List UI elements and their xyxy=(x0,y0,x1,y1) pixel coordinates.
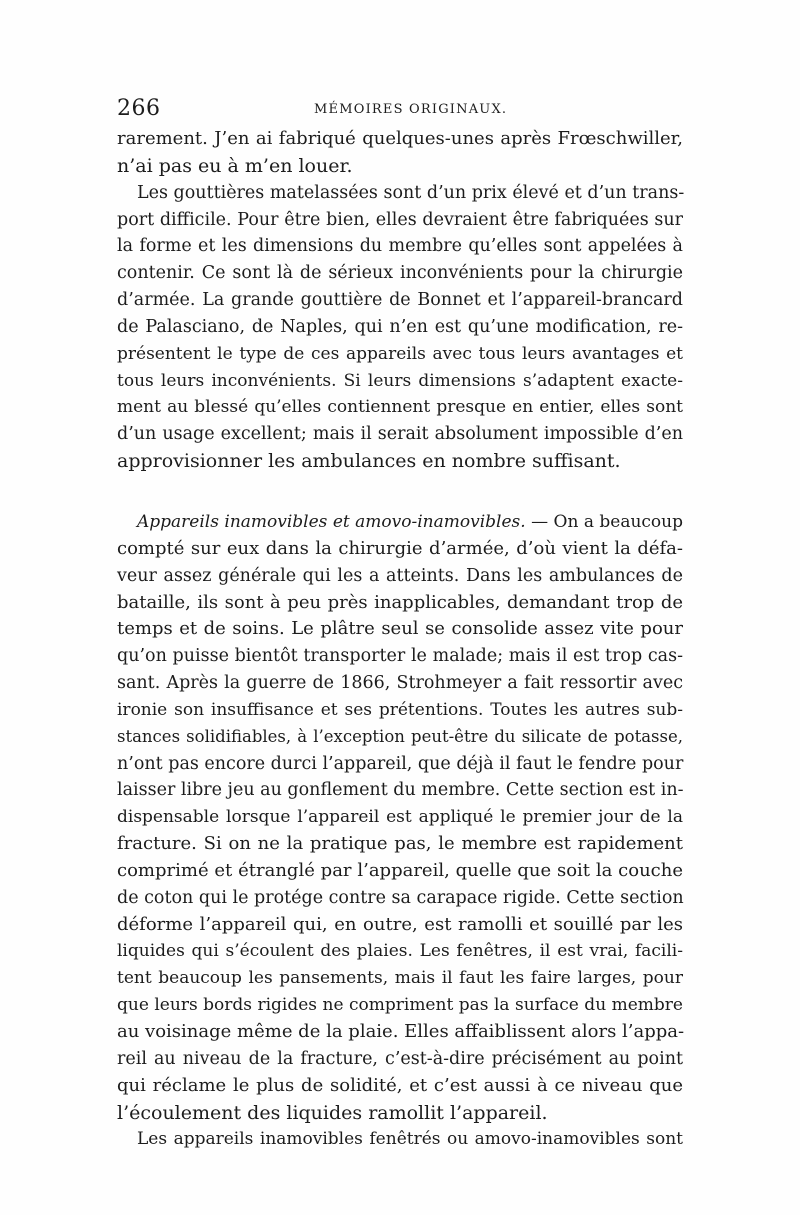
paragraph xyxy=(117,1126,683,1153)
text-body xyxy=(117,126,683,1153)
paragraph xyxy=(117,509,683,1126)
text-line: de coton qui le protége contre sa carapace rigide. Cette section xyxy=(117,887,684,908)
text-line: ment au blessé qu’elles contiennent presque en entier, elles sont xyxy=(117,397,683,418)
page-header xyxy=(117,96,683,124)
paragraph xyxy=(117,126,683,180)
text-line: la forme et les dimensions du membre qu’elles sont appelées à xyxy=(117,236,683,257)
text-line: présentent le type de ces appareils avec tous leurs avantages et xyxy=(117,343,683,364)
text-line: au voisinage même de la plaie. Elles affaiblissent alors l’appa- xyxy=(117,1021,685,1042)
text-line: de Palasciano, de Naples, qui n’en est qu’une modification, re- xyxy=(117,316,683,337)
text-line: déforme l’appareil qui, en outre, est ramolli et souillé par les xyxy=(117,913,683,935)
section-heading: Appareils inamovibles et amovo-inamovibles. xyxy=(137,511,526,532)
text-line: contenir. Ce sont là de sérieux inconvénients pour la chirurgie xyxy=(117,263,683,284)
text-line: stances solidifiables, à l’exception peut-être du silicate de potasse, xyxy=(117,726,683,746)
text-line: veur assez générale qui les a atteints. Dans les ambulances de xyxy=(117,565,683,586)
text-line: tous leurs inconvénients. Si leurs dimensions s’adaptent exacte- xyxy=(117,370,683,391)
text-line: liquides qui s’écoulent des plaies. Les fenêtres, il est vrai, facili- xyxy=(117,941,683,962)
running-head: MÉMOIRES ORIGINAUX. xyxy=(314,102,508,117)
text-line: sant. Après la guerre de 1866, Strohmeyer a fait ressortir avec xyxy=(117,673,683,694)
text-line: n’ont pas encore durci l’appareil, que déjà il faut le fendre pour xyxy=(117,753,684,774)
text-line: l’écoulement des liquides ramollit l’appareil. xyxy=(117,1101,548,1124)
paragraph xyxy=(117,180,683,475)
text-line: approvisionner les ambulances en nombre suffisant. xyxy=(117,450,621,473)
text-line: qui réclame le plus de solidité, et c’est aussi à ce niveau que xyxy=(117,1074,683,1096)
text-line: dispensable lorsque l’appareil est appliqué le premier jour de la xyxy=(117,807,683,828)
page-number: 266 xyxy=(117,96,161,121)
text-line: d’armée. La grande gouttière de Bonnet et l’appareil-brancard xyxy=(117,290,683,311)
text-line: bataille, ils sont à peu près inapplicables, demandant trop de xyxy=(117,591,683,613)
text-line: rarement. J’en ai fabriqué quelques-unes après Frœschwiller, xyxy=(117,128,683,149)
text-line: n’ai pas eu à m’en louer. xyxy=(117,154,353,177)
text-line: laisser libre jeu au gonflement du membre. Cette section est in- xyxy=(117,780,684,801)
text-line: temps et de soins. Le plâtre seul se consolide assez vite pour xyxy=(117,618,683,640)
text-line: Les gouttières matelassées sont d’un prix élevé et d’un trans- xyxy=(137,182,685,203)
text-line: fracture. Si on ne la pratique pas, le membre est rapidement xyxy=(117,833,683,855)
text-line: Les appareils inamovibles fenêtrés ou amovo-inamovibles sont xyxy=(137,1129,683,1150)
text-line: compté sur eux dans la chirurgie d’armée, d’où vient la défa- xyxy=(117,537,683,559)
text-line: reil au niveau de la fracture, c’est-à-dire précisément au point xyxy=(117,1048,683,1069)
text-line: qu’on puisse bientôt transporter le malade; mais il est trop cas- xyxy=(117,646,683,667)
text-line: d’un usage excellent; mais il serait absolument impossible d’en xyxy=(117,424,683,445)
text-line: comprimé et étranglé par l’appareil, quelle que soit la couche xyxy=(117,859,683,881)
text-line: que leurs bords rigides ne compriment pas la surface du membre xyxy=(117,995,683,1016)
text-line: ironie son insuffisance et ses prétentions. Toutes les autres sub- xyxy=(117,699,683,720)
text-line xyxy=(117,509,683,536)
text-fragment: — On a beaucoup xyxy=(525,511,683,532)
paragraph-gap xyxy=(117,475,683,509)
text-line: tent beaucoup les pansements, mais il faut les faire larges, pour xyxy=(117,968,683,989)
text-line: port difficile. Pour être bien, elles devraient être fabriquées sur xyxy=(117,209,683,230)
